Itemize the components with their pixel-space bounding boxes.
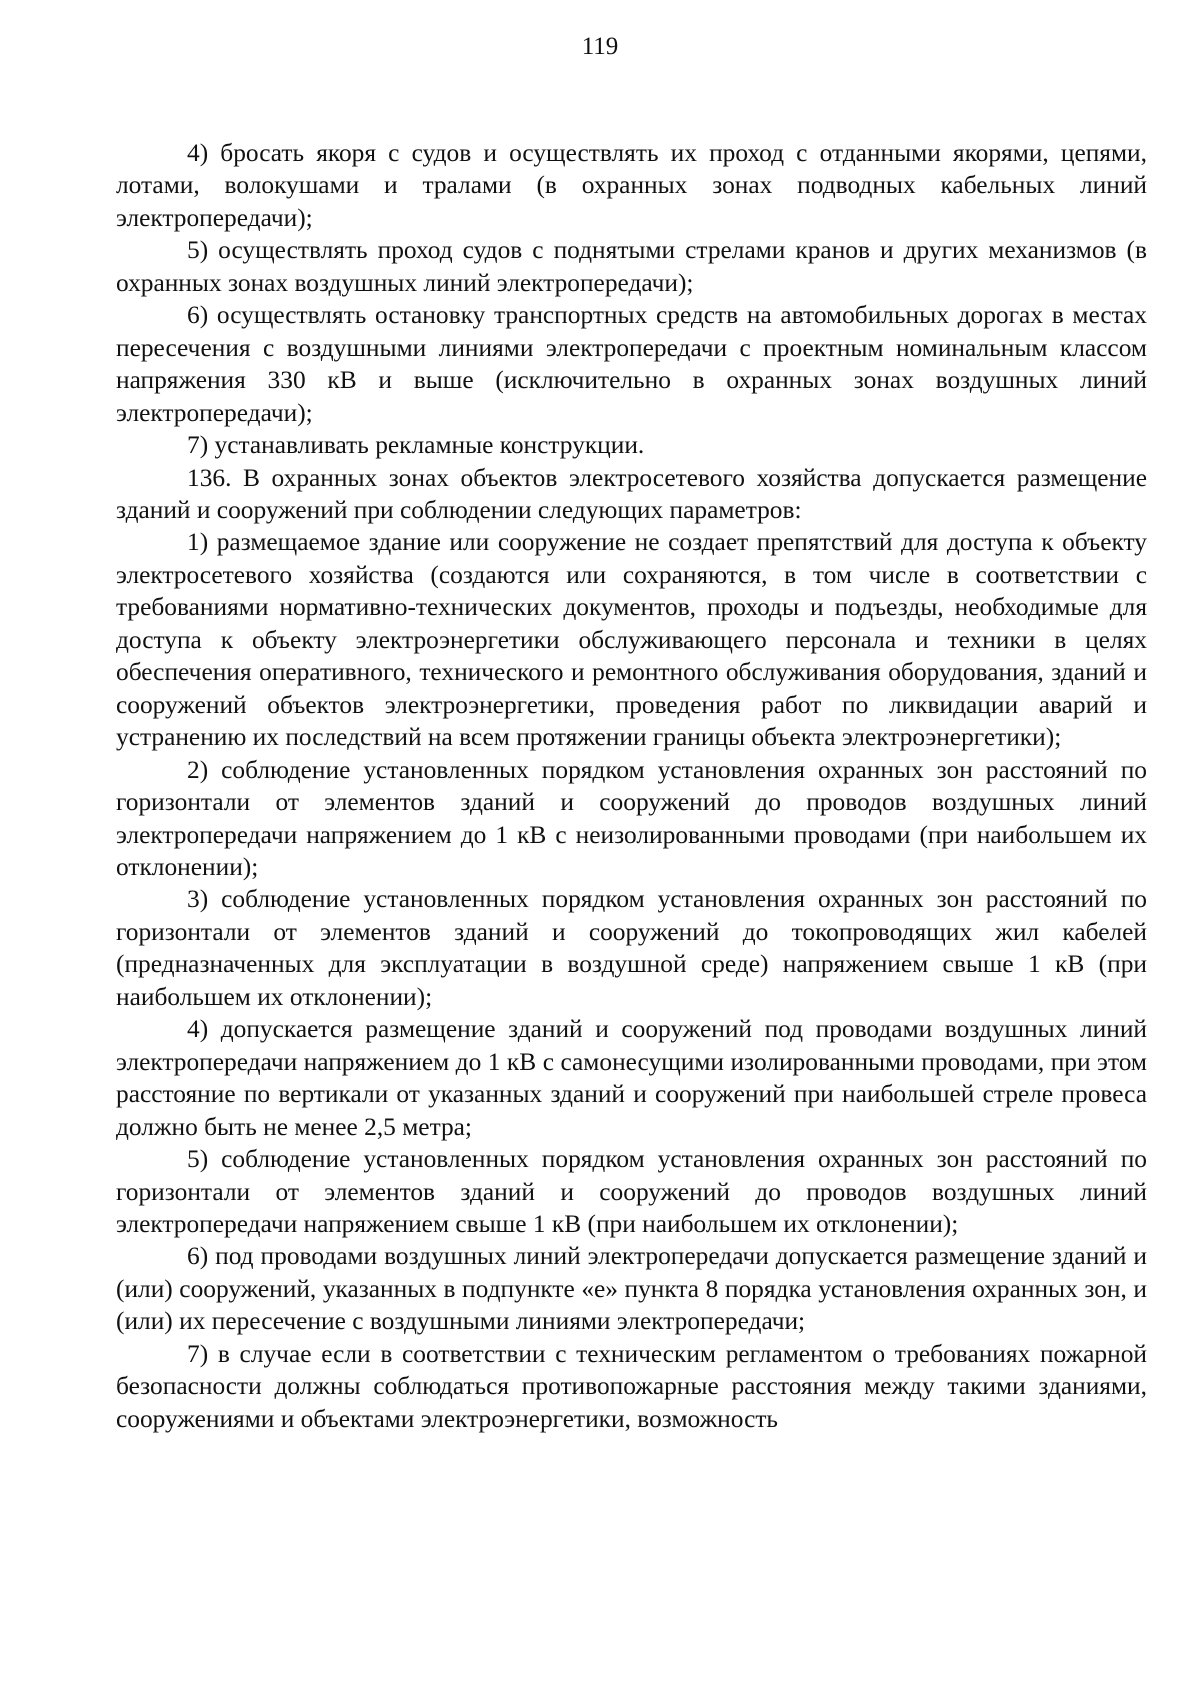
paragraph-item-2-distances-bare-wires: 2) соблюдение установленных порядком установления охранных зон расстояний по горизонтали от элементов зданий и сооружений до проводов воздушных линий электропередачи напряжением до 1 кВ с неизолированными проводами (при наибольшем их отклонении); [116,755,1147,881]
paragraph-item-6-vehicle-stop: 6) осуществлять остановку транспортных средств на автомобильных дорогах в местах пересечения с воздушными линиями электропередачи с проектным номинальным классом напряжения 330 кВ и выше (исключительно в охранных зонах воздушных линий электропередачи); [116,301,1147,427]
paragraph-item-3-distances-cables: 3) соблюдение установленных порядком установления охранных зон расстояний по горизонтали от элементов зданий и сооружений до токопроводящих жил кабелей (предназначенных для эксплуатации в воздушной среде) напряжением свыше 1 кВ (при наибольшем их отклонении); [116,885,1147,1011]
paragraph-item-1-access: 1) размещаемое здание или сооружение не создает препятствий для доступа к объекту электросетевого хозяйства (создаются или сохраняются, в том числе в соответствии с требованиями нормативно-технических документов, проходы и подъезды, необходимые для доступа к объекту электроэнергетики обслуживающего персонала и техники в целях обеспечения оперативного, технического и ремонтного обслуживания оборудования, зданий и сооружений объектов электроэнергетики, проведения работ по ликвидации аварий и устранению их последствий на всем протяжении границы объекта электроэнергетики); [116,528,1147,752]
paragraph-item-4-insulated-wires: 4) допускается размещение зданий и сооружений под проводами воздушных линий электропередачи напряжением до 1 кВ с самонесущими изолированными проводами, при этом расстояние по вертикали от указанных зданий и сооружений при наибольшей стреле провеса должно быть не менее 2,5 метра; [116,1015,1147,1141]
paragraph-item-7-advertising: 7) устанавливать рекламные конструкции. [187,431,645,460]
page-number: 119 [581,33,619,60]
paragraph-item-6-under-wires: 6) под проводами воздушных линий электропередачи допускается размещение зданий и (или) сооружений, указанных в подпункте «е» пункта 8 порядка установления охранных зон, и (или) их пересечение с воздушными линиями электропередачи; [116,1242,1147,1336]
document-body [116,137,1147,1435]
paragraph-section-136: 136. В охранных зонах объектов электросетевого хозяйства допускается размещение зданий и сооружений при соблюдении следующих параметров: [116,463,1147,524]
paragraph-item-5-distances-high-voltage: 5) соблюдение установленных порядком установления охранных зон расстояний по горизонтали от элементов зданий и сооружений до проводов воздушных линий электропередачи напряжением свыше 1 кВ (при наибольшем их отклонении); [116,1145,1147,1238]
paragraph-item-7-fire-safety: 7) в случае если в соответствии с техническим регламентом о требованиях пожарной безопасности должны соблюдаться противопожарные расстояния между такими зданиями, сооружениями и объектами электроэнергетики, возможность [116,1339,1147,1433]
paragraph-item-5-cranes: 5) осуществлять проход судов с поднятыми стрелами кранов и других механизмов (в охранных зонах воздушных линий электропередачи); [116,236,1147,297]
paragraph-item-4-anchors: 4) бросать якоря с судов и осуществлять их проход с отданными якорями, цепями, лотами, волокушами и тралами (в охранных зонах подводных кабельных линий электропередачи); [116,139,1147,232]
